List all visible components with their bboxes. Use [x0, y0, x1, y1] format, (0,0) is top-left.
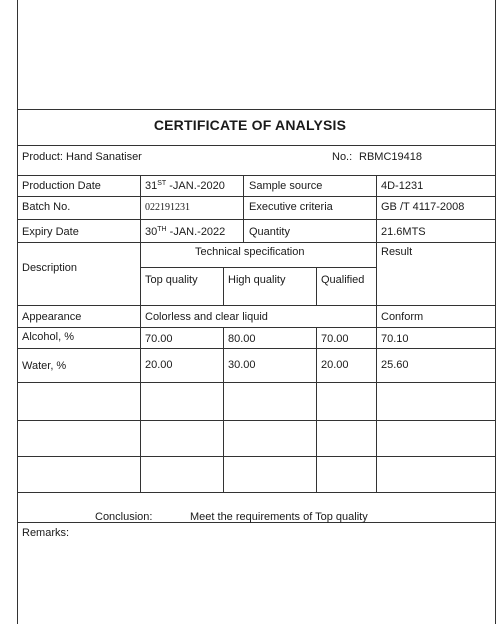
grade-qualified: Qualified [321, 274, 365, 286]
batch-label: Batch No. [22, 201, 71, 213]
row-alcohol-result: 70.10 [381, 333, 409, 345]
technical-spec-label: Technical specification [195, 246, 305, 258]
quantity-value: 21.6MTS [381, 226, 426, 238]
row-water-high: 30.00 [228, 359, 256, 371]
col-divider [223, 327, 224, 492]
rule-top [17, 109, 496, 110]
col-divider [223, 267, 224, 305]
grade-top-quality: Top quality [145, 274, 198, 286]
rule-row [17, 242, 496, 243]
row-alcohol-qualified: 70.00 [321, 333, 349, 345]
batch-value: 022191231 [145, 202, 190, 213]
row-alcohol-top: 70.00 [145, 333, 173, 345]
cert-number: RBMC19418 [359, 151, 422, 163]
row-appearance-label: Appearance [22, 311, 82, 323]
executive-criteria-value: GB /T 4117-2008 [381, 201, 465, 213]
rule-row [17, 196, 496, 197]
rule-row [17, 327, 496, 328]
row-water-label: Water, % [22, 360, 67, 372]
row-water-qualified: 20.00 [321, 359, 349, 371]
conclusion-text: Meet the requirements of Top quality [190, 511, 368, 523]
rule-row [17, 219, 496, 220]
product-field: Product: Hand Sanatiser [22, 151, 142, 163]
rule-row [17, 492, 496, 493]
col-divider [243, 175, 244, 242]
description-label: Description [22, 262, 78, 274]
result-label: Result [381, 246, 413, 258]
col-divider [316, 267, 317, 305]
executive-criteria-label: Executive criteria [249, 201, 333, 213]
grade-high-quality: High quality [228, 274, 286, 286]
row-water-top: 20.00 [145, 359, 173, 371]
row-water-result: 25.60 [381, 359, 409, 371]
rule-row [17, 420, 496, 421]
quantity-label: Quantity [249, 226, 290, 238]
rule-under-title [17, 145, 496, 146]
rule-row [140, 267, 376, 268]
remarks-label: Remarks: [22, 527, 70, 539]
col-divider [316, 327, 317, 492]
cert-number-label: No.: [332, 151, 353, 163]
rule-row [17, 456, 496, 457]
rule-under-product [17, 175, 496, 176]
rule-row [17, 305, 496, 306]
expiry-date-label: Expiry Date [22, 226, 79, 238]
production-date-value: 31ST -JAN.-2020 [145, 180, 225, 192]
row-alcohol-high: 80.00 [228, 333, 256, 345]
sample-source-label: Sample source [249, 180, 323, 192]
sample-source-value: 4D-1231 [381, 180, 424, 192]
production-date-label: Production Date [22, 180, 101, 192]
conclusion-label: Conclusion: [95, 511, 153, 523]
row-appearance-spec: Colorless and clear liquid [145, 311, 268, 323]
col-divider [376, 175, 377, 492]
row-alcohol-label: Alcohol, % [22, 331, 74, 343]
expiry-date-value: 30TH -JAN.-2022 [145, 226, 226, 238]
row-appearance-result: Conform [381, 311, 424, 323]
rule-row [17, 348, 496, 349]
col-divider [140, 175, 141, 492]
document-title: CERTIFICATE OF ANALYSIS [153, 117, 347, 133]
rule-row [17, 382, 496, 383]
